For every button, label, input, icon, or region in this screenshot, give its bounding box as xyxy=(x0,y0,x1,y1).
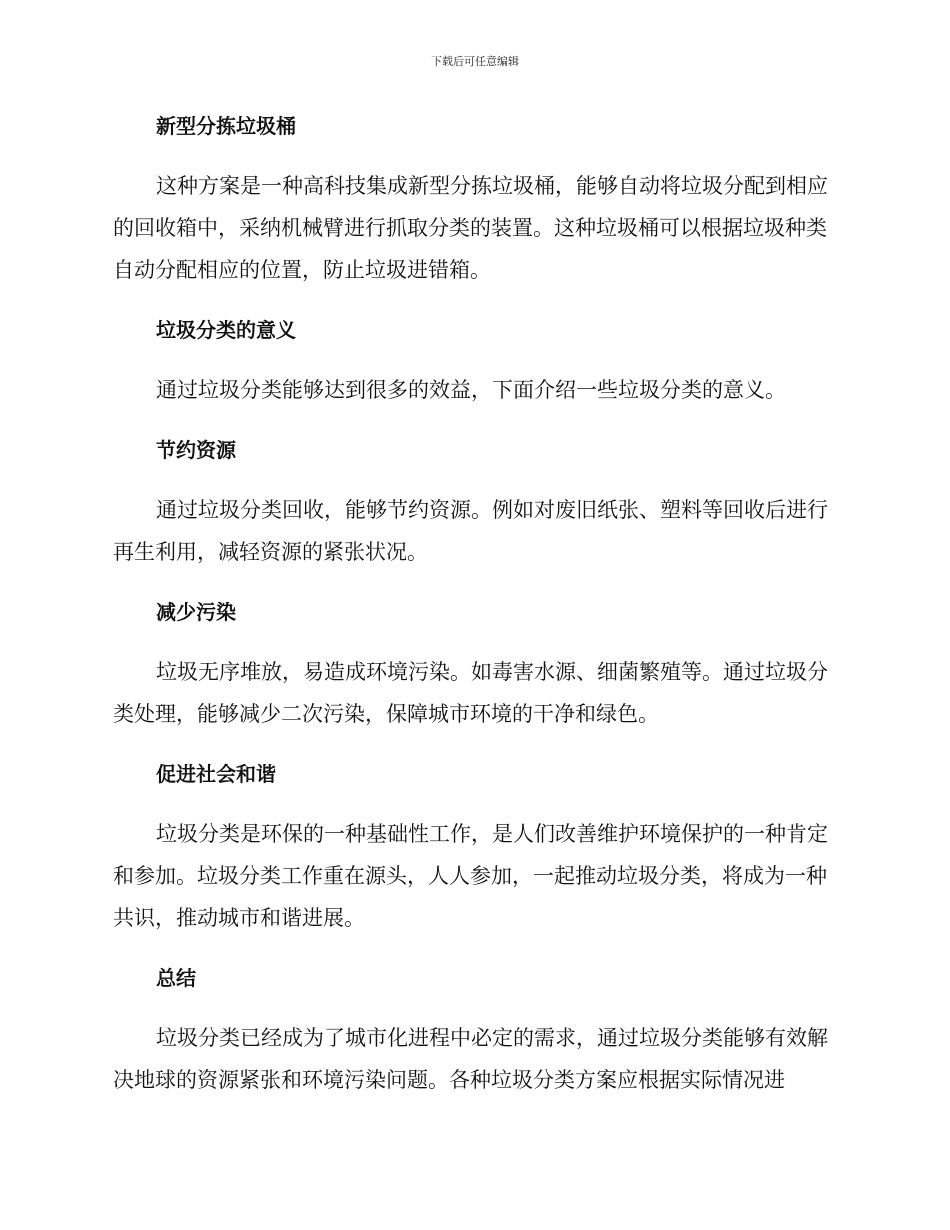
section-paragraph: 这种方案是一种高科技集成新型分拣垃圾桶，能够自动将垃圾分配到相应的回收箱中，采纳机械臂进行抓取分类的装置。这种垃圾桶可以根据垃圾种类自动分配相应的位置，防止垃圾进错箱。 xyxy=(113,174,828,282)
section-heading: 垃圾分类的意义 xyxy=(156,318,296,342)
section-paragraph: 通过垃圾分类能够达到很多的效益，下面介绍一些垃圾分类的意义。 xyxy=(156,378,786,402)
section-paragraph: 垃圾分类是环保的一种基础性工作，是人们改善维护环境保护的一种肯定和参加。垃圾分类工作重在源头，人人参加，一起推动垃圾分类，将成为一种共识，推动城市和谐进展。 xyxy=(113,822,828,930)
section-heading: 总结 xyxy=(156,966,196,990)
section-paragraph: 垃圾无序堆放，易造成环境污染。如毒害水源、细菌繁殖等。通过垃圾分类处理，能够减少二次污染，保障城市环境的干净和绿色。 xyxy=(113,660,828,726)
section-paragraph: 通过垃圾分类回收，能够节约资源。例如对废旧纸张、塑料等回收后进行再生利用，减轻资源的紧张状况。 xyxy=(113,498,828,564)
section-heading: 促进社会和谐 xyxy=(156,762,276,786)
section-heading: 节约资源 xyxy=(156,438,236,462)
page-header: 下载后可任意编辑 xyxy=(431,55,519,68)
section-save-resources xyxy=(113,434,833,596)
section-heading: 减少污染 xyxy=(156,600,236,624)
section-summary xyxy=(113,962,833,1101)
section-paragraph: 垃圾分类已经成为了城市化进程中必定的需求，通过垃圾分类能够有效解决地球的资源紧张和环境污染问题。各种垃圾分类方案应根据实际情况进 xyxy=(113,1026,828,1092)
section-reduce-pollution xyxy=(113,596,833,758)
section-heading: 新型分拣垃圾桶 xyxy=(156,114,296,138)
section-significance xyxy=(113,314,833,434)
document-body xyxy=(113,110,833,1101)
section-new-sorting-bin xyxy=(113,110,833,314)
section-social-harmony xyxy=(113,758,833,962)
